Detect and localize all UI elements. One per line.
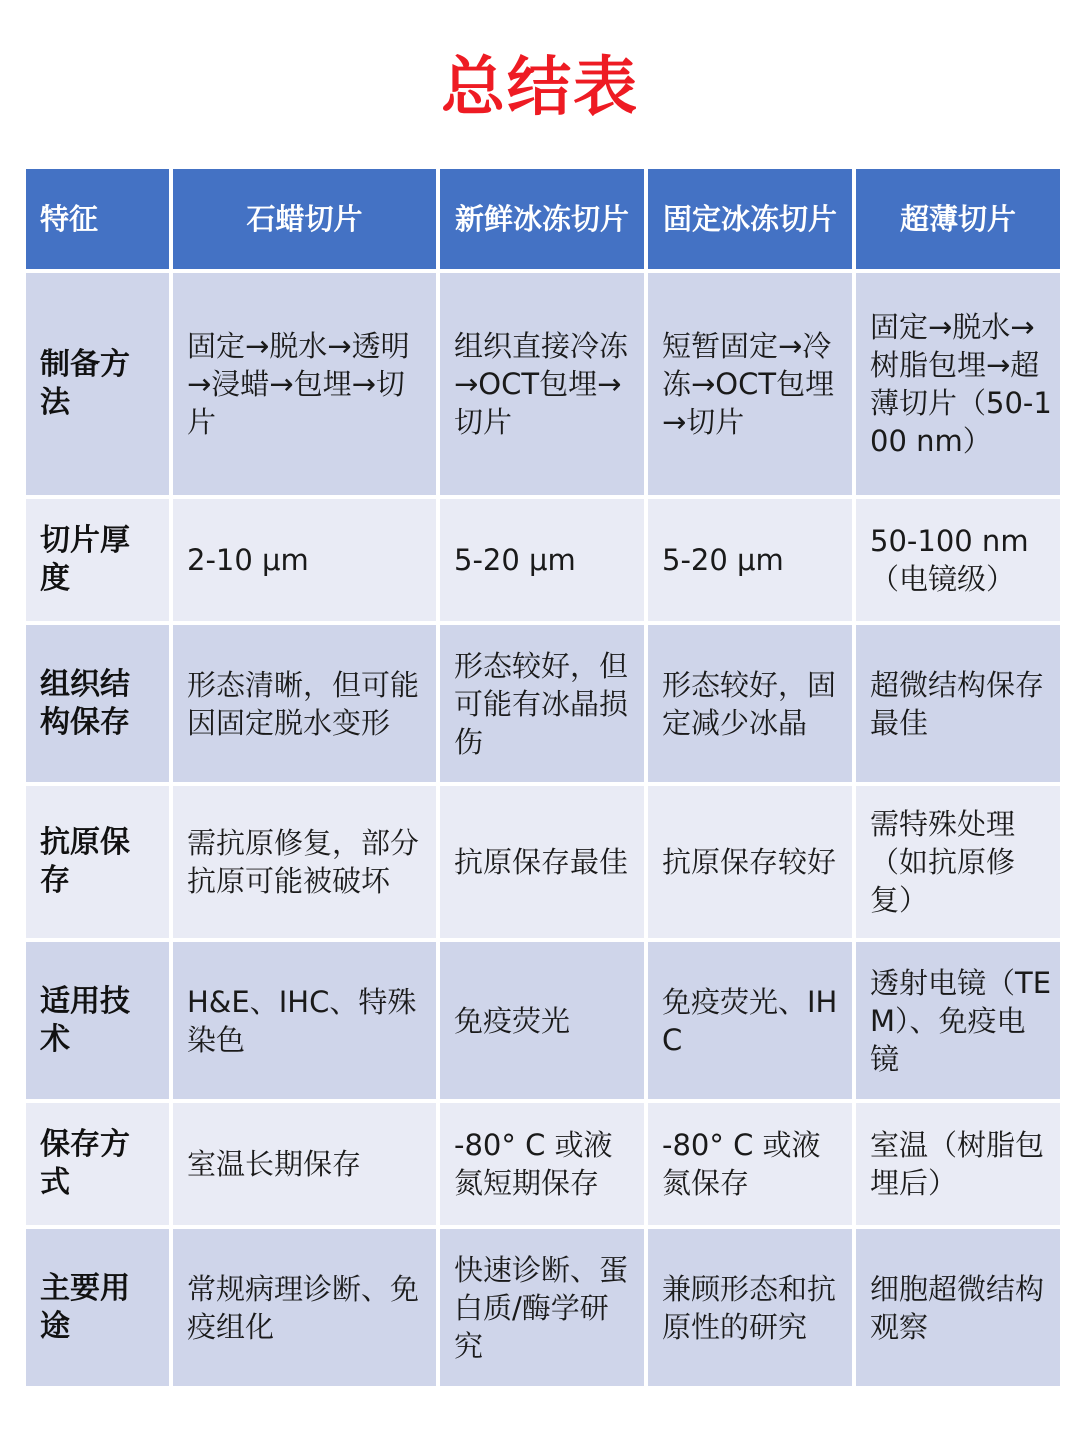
table-row bbox=[26, 273, 1060, 495]
table-cell: 固定→脱水→树脂包埋→超薄切片（50-100 nm） bbox=[856, 273, 1060, 495]
table-cell: -80° C 或液氮保存 bbox=[648, 1103, 852, 1225]
table-cell: 需特殊处理（如抗原修复） bbox=[856, 786, 1060, 938]
table-cell: 固定→脱水→透明→浸蜡→包埋→切片 bbox=[173, 273, 436, 495]
table-cell: 常规病理诊断、免疫组化 bbox=[173, 1229, 436, 1386]
table-cell: 需抗原修复，部分抗原可能被破坏 bbox=[173, 786, 436, 938]
table-cell: 兼顾形态和抗原性的研究 bbox=[648, 1229, 852, 1386]
table-cell: 组织直接冷冻→OCT包埋→切片 bbox=[440, 273, 644, 495]
table-row bbox=[26, 1103, 1060, 1225]
table-cell: 抗原保存较好 bbox=[648, 786, 852, 938]
table-cell: 透射电镜（TEM）、免疫电镜 bbox=[856, 942, 1060, 1099]
table-cell: 形态较好，但可能有冰晶损伤 bbox=[440, 625, 644, 782]
table-row bbox=[26, 1229, 1060, 1386]
row-label: 组织结构保存 bbox=[26, 625, 169, 782]
table-cell: 形态清晰，但可能因固定脱水变形 bbox=[173, 625, 436, 782]
row-label: 抗原保存 bbox=[26, 786, 169, 938]
table-cell: 室温（树脂包埋后） bbox=[856, 1103, 1060, 1225]
table-cell: H&E、IHC、特殊染色 bbox=[173, 942, 436, 1099]
table-row bbox=[26, 625, 1060, 782]
table-row bbox=[26, 499, 1060, 621]
column-header-feature: 特征 bbox=[26, 169, 169, 269]
column-header-ultrathin: 超薄切片 bbox=[856, 169, 1060, 269]
row-label: 保存方式 bbox=[26, 1103, 169, 1225]
table-cell: 室温长期保存 bbox=[173, 1103, 436, 1225]
table-row bbox=[26, 786, 1060, 938]
table-cell: 5-20 μm bbox=[440, 499, 644, 621]
column-header-fixed-frozen: 固定冰冻切片 bbox=[648, 169, 852, 269]
table-header-row bbox=[26, 169, 1060, 269]
page-title: 总结表 bbox=[441, 51, 639, 125]
column-header-fresh-frozen: 新鲜冰冻切片 bbox=[440, 169, 644, 269]
table-cell: -80° C 或液氮短期保存 bbox=[440, 1103, 644, 1225]
table-cell: 超微结构保存最佳 bbox=[856, 625, 1060, 782]
row-label: 主要用途 bbox=[26, 1229, 169, 1386]
table-cell: 形态较好，固定减少冰晶 bbox=[648, 625, 852, 782]
column-header-paraffin: 石蜡切片 bbox=[173, 169, 436, 269]
row-label: 切片厚度 bbox=[26, 499, 169, 621]
row-label: 适用技术 bbox=[26, 942, 169, 1099]
summary-table bbox=[22, 165, 1064, 1390]
table-cell: 2-10 μm bbox=[173, 499, 436, 621]
table-cell: 细胞超微结构观察 bbox=[856, 1229, 1060, 1386]
table-row bbox=[26, 942, 1060, 1099]
table-cell: 免疫荧光、IHC bbox=[648, 942, 852, 1099]
table-cell: 5-20 μm bbox=[648, 499, 852, 621]
table-cell: 短暂固定→冷冻→OCT包埋→切片 bbox=[648, 273, 852, 495]
row-label: 制备方法 bbox=[26, 273, 169, 495]
table-cell: 免疫荧光 bbox=[440, 942, 644, 1099]
table-cell: 50-100 nm（电镜级） bbox=[856, 499, 1060, 621]
table-cell: 抗原保存最佳 bbox=[440, 786, 644, 938]
table-cell: 快速诊断、蛋白质/酶学研究 bbox=[440, 1229, 644, 1386]
